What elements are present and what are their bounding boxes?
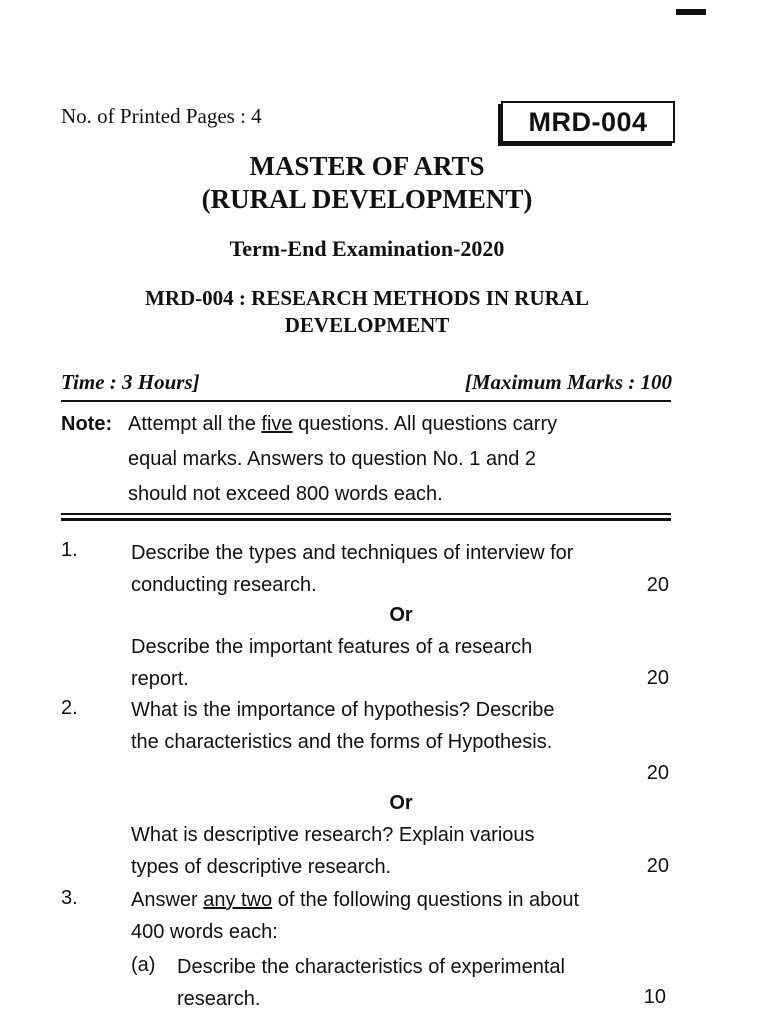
course-title xyxy=(60,285,674,339)
question-marks: 20 xyxy=(646,855,669,877)
question-1-alternative xyxy=(131,631,671,695)
question-3-text xyxy=(131,884,671,948)
question-2-text xyxy=(131,694,671,758)
course-title-line-1: MRD-004 : RESEARCH METHODS IN RURAL xyxy=(145,286,589,310)
note-line-1 xyxy=(128,407,672,442)
double-rule-bottom xyxy=(61,518,671,521)
question-line: What is the importance of hypothesis? Describe xyxy=(131,699,555,721)
question-1-text xyxy=(131,537,671,601)
question-marks: 10 xyxy=(643,986,666,1008)
degree-subtitle: (RURAL DEVELOPMENT) xyxy=(201,184,533,214)
double-rule-top xyxy=(61,513,671,515)
question-number: 1. xyxy=(61,539,78,561)
question-line: Describe the important features of a research xyxy=(131,636,533,658)
question-line: report. xyxy=(131,668,189,690)
question-marks: 20 xyxy=(646,762,669,784)
question-emphasis: any two xyxy=(203,889,273,911)
question-2-alternative xyxy=(131,819,671,883)
question-marks: 20 xyxy=(646,574,669,596)
note-line-2: equal marks. Answers to question No. 1 and 2 xyxy=(128,448,537,470)
question-line: What is descriptive research? Explain various xyxy=(131,824,535,846)
exam-title: Term-End Examination-2020 xyxy=(229,236,505,261)
divider-rule xyxy=(61,400,671,402)
or-separator: Or xyxy=(389,604,413,626)
question-line: conducting research. xyxy=(131,574,317,596)
printed-pages-count: No. of Printed Pages : 4 xyxy=(61,104,262,128)
question-line-start: Answer xyxy=(131,889,204,911)
question-line: the characteristics and the forms of Hypothesis. xyxy=(131,731,553,753)
time-allowed: Time : 3 Hours] xyxy=(61,370,200,394)
course-title-line-2: DEVELOPMENT xyxy=(284,313,450,337)
paper-code: MRD-004 xyxy=(528,106,648,137)
question-number: 2. xyxy=(61,697,78,719)
maximum-marks: [Maximum Marks : 100 xyxy=(464,370,672,394)
note-line-1-end: questions. All questions carry xyxy=(292,413,558,435)
question-line xyxy=(131,884,671,916)
note-label: Note: xyxy=(61,413,113,435)
question-line: 400 words each: xyxy=(131,921,278,943)
corner-mark xyxy=(676,9,706,15)
question-line-end: of the following questions in about xyxy=(272,889,580,911)
note-line-1-start: Attempt all the xyxy=(128,413,262,435)
paper-code-box xyxy=(501,101,675,143)
or-separator: Or xyxy=(389,792,413,814)
question-marks: 20 xyxy=(646,667,669,689)
sub-question-label: (a) xyxy=(131,954,156,976)
note-line-3: should not exceed 800 words each. xyxy=(128,483,443,505)
question-line: Describe the types and techniques of interview for xyxy=(131,542,574,564)
degree-title: MASTER OF ARTS xyxy=(249,151,485,181)
note-emphasis: five xyxy=(261,413,293,435)
question-number: 3. xyxy=(61,887,78,909)
question-line: Describe the characteristics of experimental xyxy=(177,956,565,978)
sub-question-a-text xyxy=(177,951,671,1015)
question-line: research. xyxy=(177,988,261,1010)
question-line: types of descriptive research. xyxy=(131,856,392,878)
